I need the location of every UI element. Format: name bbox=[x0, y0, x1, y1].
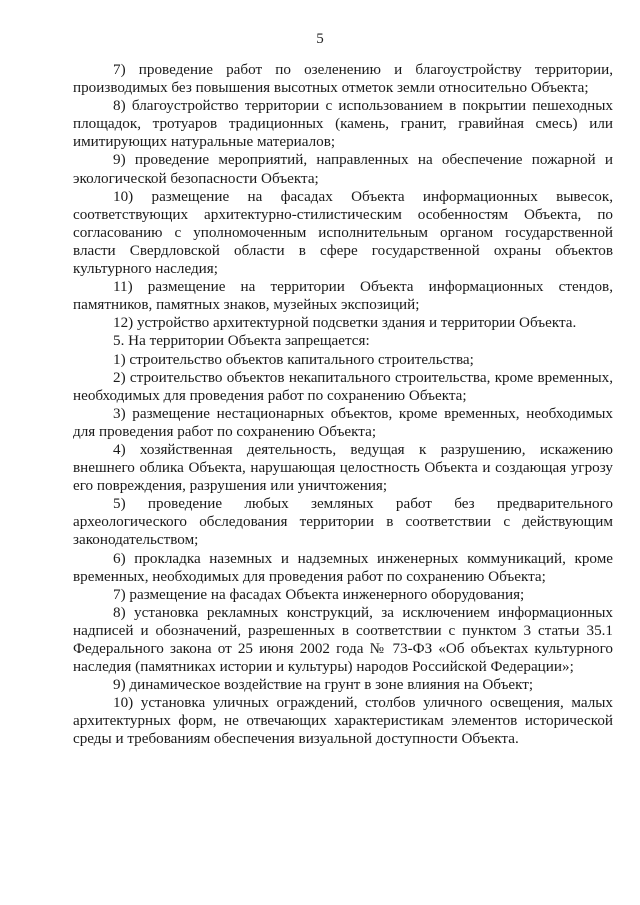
paragraph-prohibited-5: 5) проведение любых земляных работ без предварительного археологического обследования территории в соответствии с действующим законодательством; bbox=[73, 495, 613, 549]
paragraph-item-9-fire-safety: 9) проведение мероприятий, направленных на обеспечение пожарной и экологической безопасности Объекта; bbox=[73, 151, 613, 187]
page-number: 5 bbox=[316, 31, 324, 47]
paragraph-prohibited-7: 7) размещение на фасадах Объекта инженерного оборудования; bbox=[113, 585, 525, 603]
paragraph-prohibited-4: 4) хозяйственная деятельность, ведущая к разрушению, искажению внешнего облика Объекта, нарушающая целостность Объекта и создающая угрозу его повреждения, разрушения или уничтожения; bbox=[73, 440, 613, 495]
paragraph-prohibited-8: 8) установка рекламных конструкций, за исключением информационных надписей и обозначений, разрешенных в соответствии с пунктом 3 статьи 35.1 Федерального закона от 25 июня 2002 года № 73-ФЗ «Об объектах культурного наследия (памятниках истории и культуры) народов Российской Федерации»; bbox=[73, 603, 613, 676]
paragraph-prohibited-10: 10) установка уличных ограждений, столбов уличного освещения, малых архитектурных форм, не отвечающих характеристикам элементов исторической среды и требованиям обеспечения визуальной доступности Объекта. bbox=[73, 694, 613, 748]
document-body bbox=[73, 61, 613, 749]
section-heading-prohibited: 5. На территории Объекта запрещается: bbox=[113, 332, 370, 350]
paragraph-item-12-lighting: 12) устройство архитектурной подсветки здания и территории Объекта. bbox=[113, 314, 577, 332]
paragraph-prohibited-1: 1) строительство объектов капитального строительства; bbox=[113, 350, 474, 368]
paragraph-item-10-signage: 10) размещение на фасадах Объекта информационных вывесок, соответствующих архитектурно-стилистическим особенностям Объекта, по согласованию с уполномоченным исполнительным органом государственной власти Свердловской области в сфере государственной охраны объектов культурного наследия; bbox=[73, 187, 613, 278]
paragraph-item-11-stands: 11) размещение на территории Объекта информационных стендов, памятников, памятных знаков, музейных экспозиций; bbox=[73, 278, 613, 314]
paragraph-prohibited-6: 6) прокладка наземных и надземных инженерных коммуникаций, кроме временных, необходимых для проведения работ по сохранению Объекта; bbox=[73, 549, 613, 585]
paragraph-prohibited-3: 3) размещение нестационарных объектов, кроме временных, необходимых для проведения работ по сохранению Объекта; bbox=[73, 404, 613, 440]
paragraph-item-7-greening: 7) проведение работ по озеленению и благоустройству территории, производимых без повышения высотных отметок земли относительно Объекта; bbox=[73, 61, 613, 97]
paragraph-item-8-landscaping: 8) благоустройство территории с использованием в покрытии пешеходных площадок, тротуаров традиционных (камень, гранит, гравийная смесь) или имитирующих натуральные материалов; bbox=[73, 97, 613, 151]
paragraph-prohibited-2: 2) строительство объектов некапитального строительства, кроме временных, необходимых для проведения работ по сохранению Объекта; bbox=[73, 368, 613, 404]
paragraph-prohibited-9: 9) динамическое воздействие на грунт в зоне влияния на Объект; bbox=[113, 676, 534, 694]
